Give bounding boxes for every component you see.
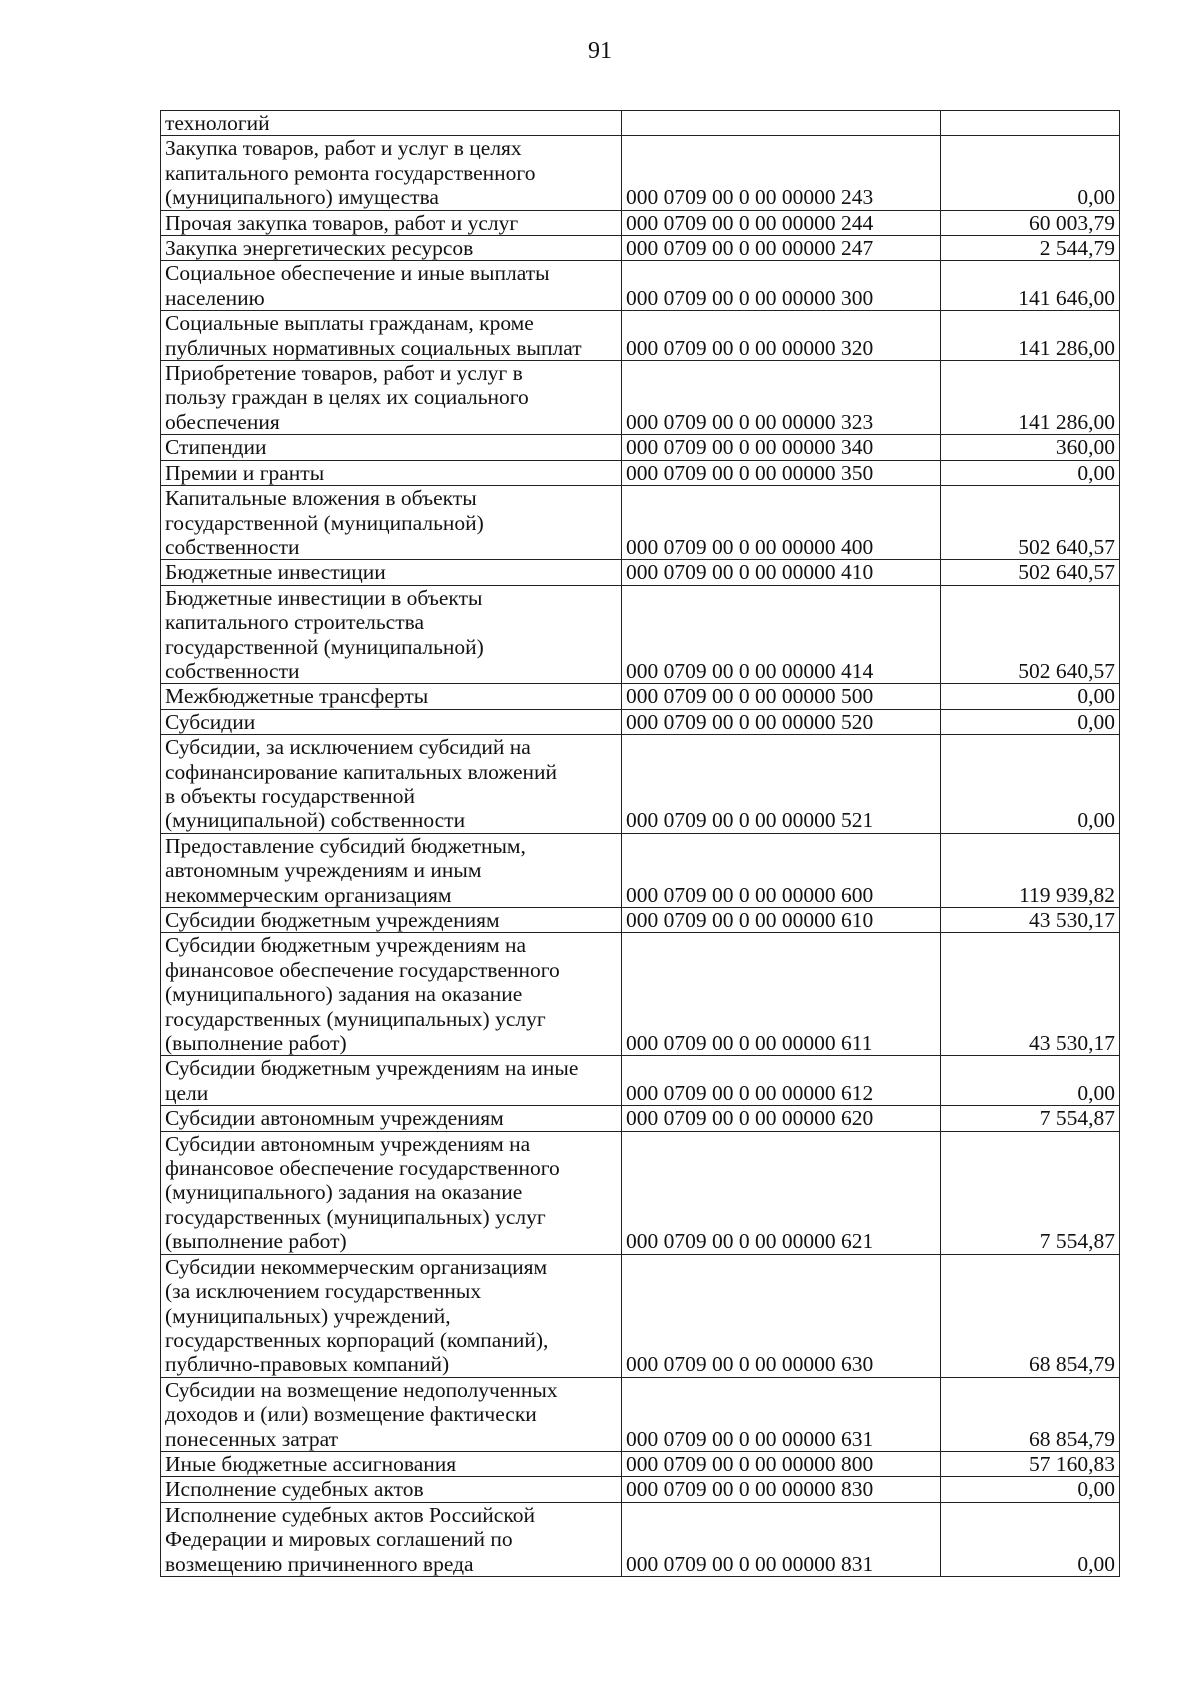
table-row [161, 1131, 1120, 1254]
row-sum: 502 640,57 [941, 560, 1120, 585]
row-name-cell [161, 1254, 622, 1377]
row-name: Субсидии бюджетным учреждениям на финансовое обеспечение государственного (муниципального) задания на оказание государственных (муниципальных) услуг (выполнение работ) [165, 933, 560, 1056]
table-row [161, 1502, 1120, 1576]
table-row [161, 833, 1120, 907]
row-sum: 60 003,79 [941, 210, 1120, 235]
row-name-cell [161, 1131, 622, 1254]
row-sum: 0,00 [941, 460, 1120, 485]
row-name-cell [161, 111, 622, 136]
row-sum: 68 854,79 [941, 1254, 1120, 1377]
row-code: 000 0709 00 0 00 00000 520 [622, 709, 941, 734]
row-name-cell [161, 1451, 622, 1476]
table-row [161, 435, 1120, 460]
row-sum: 502 640,57 [941, 486, 1120, 560]
row-name-cell [161, 460, 622, 485]
row-code: 000 0709 00 0 00 00000 621 [622, 1131, 941, 1254]
row-name-cell [161, 908, 622, 933]
table-row [161, 460, 1120, 485]
row-code: 000 0709 00 0 00 00000 600 [622, 833, 941, 907]
row-sum: 0,00 [941, 1502, 1120, 1576]
row-name: Приобретение товаров, работ и услуг в пользу граждан в целях их социального обеспечения [165, 361, 529, 434]
row-name: Субсидии, за исключением субсидий на софинансирование капитальных вложений в объекты государственной (муниципальной) собственности [165, 735, 558, 833]
row-code: 000 0709 00 0 00 00000 410 [622, 560, 941, 585]
row-name-cell [161, 1106, 622, 1131]
row-sum: 141 286,00 [941, 311, 1120, 361]
budget-table-body [161, 111, 1120, 1577]
row-name: Предоставление субсидий бюджетным, автономным учреждениям и иным некоммерческим организациям [165, 833, 526, 907]
row-name: Социальные выплаты гражданам, кроме публичных нормативных социальных выплат [165, 311, 582, 360]
row-sum: 141 646,00 [941, 261, 1120, 311]
row-sum: 7 554,87 [941, 1131, 1120, 1254]
table-row [161, 709, 1120, 734]
row-name-cell [161, 933, 622, 1056]
row-name: Исполнение судебных актов Российской Федерации и мировых соглашений по возмещению причиненного вреда [165, 1502, 535, 1576]
row-name: Иные бюджетные ассигнования [165, 1451, 457, 1476]
table-row [161, 486, 1120, 560]
row-sum: 43 530,17 [941, 933, 1120, 1056]
table-row [161, 1056, 1120, 1106]
row-code: 000 0709 00 0 00 00000 300 [622, 261, 941, 311]
row-name-cell [161, 1502, 622, 1576]
row-name: Исполнение судебных актов [165, 1477, 424, 1502]
row-sum: 141 286,00 [941, 361, 1120, 435]
row-sum [941, 111, 1120, 136]
row-sum: 502 640,57 [941, 585, 1120, 684]
row-name-cell [161, 435, 622, 460]
row-name: Межбюджетные трансферты [165, 684, 429, 709]
table-row [161, 210, 1120, 235]
row-name: Субсидии на возмещение недополученных доходов и (или) возмещение фактически понесенных затрат [165, 1377, 558, 1451]
row-sum: 0,00 [941, 709, 1120, 734]
row-code: 000 0709 00 0 00 00000 400 [622, 486, 941, 560]
table-row [161, 933, 1120, 1056]
table-row [161, 684, 1120, 709]
row-code: 000 0709 00 0 00 00000 620 [622, 1106, 941, 1131]
table-row [161, 311, 1120, 361]
row-code: 000 0709 00 0 00 00000 631 [622, 1377, 941, 1451]
row-name-cell [161, 709, 622, 734]
table-row [161, 1377, 1120, 1451]
row-name: Закупка товаров, работ и услуг в целях капитального ремонта государственного (муниципального) имущества [165, 136, 536, 210]
table-row [161, 735, 1120, 834]
row-code: 000 0709 00 0 00 00000 350 [622, 460, 941, 485]
table-row [161, 585, 1120, 684]
row-name-cell [161, 1377, 622, 1451]
row-code: 000 0709 00 0 00 00000 340 [622, 435, 941, 460]
row-sum: 119 939,82 [941, 833, 1120, 907]
page-number: 91 [588, 38, 612, 64]
row-sum: 0,00 [941, 1056, 1120, 1106]
row-name: Премии и гранты [165, 460, 325, 485]
row-code: 000 0709 00 0 00 00000 830 [622, 1477, 941, 1502]
table-row [161, 560, 1120, 585]
row-name-cell [161, 361, 622, 435]
row-name-cell [161, 1056, 622, 1106]
row-sum: 43 530,17 [941, 908, 1120, 933]
row-sum: 0,00 [941, 684, 1120, 709]
row-code: 000 0709 00 0 00 00000 800 [622, 1451, 941, 1476]
row-code: 000 0709 00 0 00 00000 630 [622, 1254, 941, 1377]
row-code: 000 0709 00 0 00 00000 612 [622, 1056, 941, 1106]
row-name: Субсидии автономным учреждениям [165, 1106, 504, 1131]
row-name: Социальное обеспечение и иные выплаты населению [165, 261, 550, 310]
row-code: 000 0709 00 0 00 00000 611 [622, 933, 941, 1056]
row-name: Субсидии автономным учреждениям на финансовое обеспечение государственного (муниципального) задания на оказание государственных (муниципальных) услуг (выполнение работ) [165, 1131, 560, 1254]
row-name: Бюджетные инвестиции в объекты капитального строительства государственной (муниципальной) собственности [165, 585, 484, 683]
row-code: 000 0709 00 0 00 00000 831 [622, 1502, 941, 1576]
table-row [161, 136, 1120, 210]
table-row [161, 1106, 1120, 1131]
table-row [161, 908, 1120, 933]
row-name-cell [161, 684, 622, 709]
row-code: 000 0709 00 0 00 00000 320 [622, 311, 941, 361]
row-name-cell [161, 311, 622, 361]
row-code: 000 0709 00 0 00 00000 414 [622, 585, 941, 684]
row-code: 000 0709 00 0 00 00000 521 [622, 735, 941, 834]
row-name-cell [161, 136, 622, 210]
row-name-cell [161, 261, 622, 311]
row-sum: 0,00 [941, 735, 1120, 834]
table-row [161, 361, 1120, 435]
row-name-cell [161, 486, 622, 560]
row-code: 000 0709 00 0 00 00000 247 [622, 236, 941, 261]
row-name-cell [161, 560, 622, 585]
row-name: Субсидии бюджетным учреждениям [165, 908, 500, 932]
row-sum: 0,00 [941, 1477, 1120, 1502]
row-code: 000 0709 00 0 00 00000 500 [622, 684, 941, 709]
row-name-cell [161, 735, 622, 834]
row-sum: 7 554,87 [941, 1106, 1120, 1131]
table-row [161, 261, 1120, 311]
row-name-cell [161, 236, 622, 261]
row-name: Стипендии [165, 435, 267, 460]
row-code: 000 0709 00 0 00 00000 323 [622, 361, 941, 435]
row-name: Закупка энергетических ресурсов [165, 236, 474, 261]
row-name-cell [161, 1477, 622, 1502]
row-sum: 0,00 [941, 136, 1120, 210]
table-row [161, 1254, 1120, 1377]
row-sum: 57 160,83 [941, 1451, 1120, 1476]
row-name-cell [161, 833, 622, 907]
row-sum: 2 544,79 [941, 236, 1120, 261]
row-code [622, 111, 941, 136]
row-sum: 68 854,79 [941, 1377, 1120, 1451]
row-code: 000 0709 00 0 00 00000 244 [622, 210, 941, 235]
row-name-cell [161, 210, 622, 235]
row-name: Прочая закупка товаров, работ и услуг [165, 210, 519, 235]
row-name: Бюджетные инвестиции [165, 560, 386, 585]
table-row [161, 236, 1120, 261]
row-name-cell [161, 585, 622, 684]
row-name: Капитальные вложения в объекты государственной (муниципальной) собственности [165, 486, 484, 559]
table-row [161, 1477, 1120, 1502]
budget-table [160, 110, 1120, 1577]
table-row [161, 111, 1120, 136]
row-name: технологий [165, 111, 270, 135]
row-name: Субсидии [165, 709, 256, 734]
row-sum: 360,00 [941, 435, 1120, 460]
row-code: 000 0709 00 0 00 00000 610 [622, 908, 941, 933]
row-code: 000 0709 00 0 00 00000 243 [622, 136, 941, 210]
table-row [161, 1451, 1120, 1476]
row-name: Субсидии некоммерческим организациям (за исключением государственных (муниципальных) учреждений, государственных корпораций (компаний), публично-правовых компаний) [165, 1254, 549, 1377]
row-name: Субсидии бюджетным учреждениям на иные цели [165, 1056, 579, 1105]
